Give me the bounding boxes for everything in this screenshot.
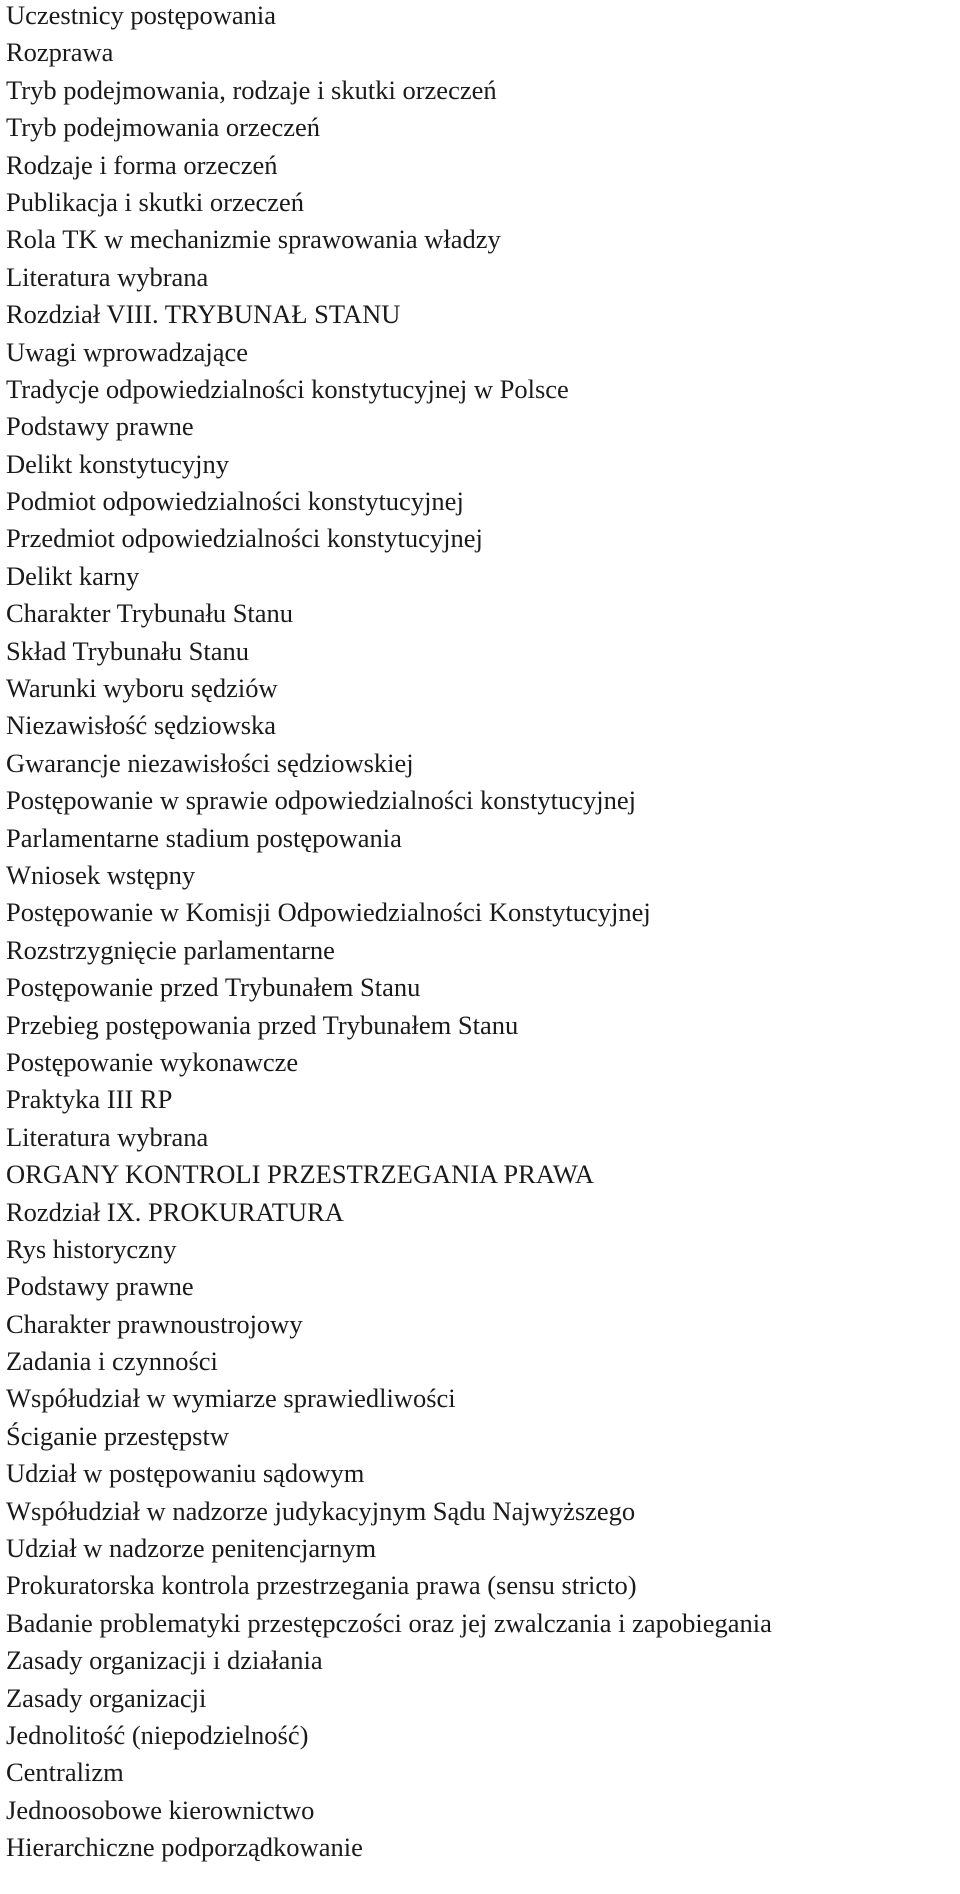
toc-entry: Rozdział IX. PROKURATURA (6, 1196, 344, 1227)
toc-entry: Rozdział VIII. TRYBUNAŁ STANU (6, 299, 401, 330)
toc-entry: ORGANY KONTROLI PRZESTRZEGANIA PRAWA (6, 1159, 594, 1190)
toc-entry: Literatura wybrana (6, 261, 209, 292)
toc-entry: Zadania i czynności (6, 1346, 218, 1377)
toc-entry: Postępowanie przed Trybunałem Stanu (6, 972, 421, 1003)
toc-entry: Współudział w nadzorze judykacyjnym Sądu Najwyższego (6, 1495, 636, 1526)
toc-entry: Publikacja i skutki orzeczeń (6, 186, 305, 217)
toc-entry: Podmiot odpowiedzialności konstytucyjnej (6, 486, 464, 517)
toc-entry: Wniosek wstępny (6, 859, 196, 890)
toc-entry: Praktyka III RP (6, 1084, 173, 1115)
toc-entry: Skład Trybunału Stanu (6, 635, 249, 666)
toc-entry: Charakter prawnoustrojowy (6, 1308, 303, 1339)
toc-entry: Niezawisłość sędziowska (6, 710, 277, 741)
toc-entry: Postępowanie wykonawcze (6, 1046, 299, 1077)
toc-entry: Delikt konstytucyjny (6, 448, 230, 479)
toc-entry: Charakter Trybunału Stanu (6, 598, 294, 629)
toc-entry: Hierarchiczne podporządkowanie (6, 1832, 363, 1863)
toc-entry: Parlamentarne stadium postępowania (6, 822, 402, 853)
toc-entry: Centralizm (6, 1757, 124, 1788)
toc-entry: Tryb podejmowania orzeczeń (6, 112, 320, 143)
table-of-contents (6, 0, 956, 1870)
toc-entry: Ściganie przestępstw (6, 1420, 229, 1451)
toc-entry: Udział w postępowaniu sądowym (6, 1458, 365, 1489)
toc-entry: Przedmiot odpowiedzialności konstytucyjnej (6, 523, 483, 554)
toc-entry: Postępowanie w sprawie odpowiedzialności konstytucyjnej (6, 785, 636, 816)
toc-entry: Delikt karny (6, 560, 140, 591)
toc-entry: Rodzaje i forma orzeczeń (6, 149, 278, 180)
toc-entry: Udział w nadzorze penitencjarnym (6, 1533, 377, 1564)
toc-entry: Warunki wyboru sędziów (6, 673, 278, 704)
toc-entry: Tradycje odpowiedzialności konstytucyjnej w Polsce (6, 373, 569, 404)
toc-entry: Współudział w wymiarze sprawiedliwości (6, 1383, 456, 1414)
toc-entry: Uwagi wprowadzające (6, 336, 249, 367)
toc-entry: Rozstrzygnięcie parlamentarne (6, 934, 335, 965)
toc-entry: Badanie problematyki przestępczości oraz jej zwalczania i zapobiegania (6, 1607, 772, 1638)
toc-entry: Rola TK w mechanizmie sprawowania władzy (6, 224, 501, 255)
toc-entry: Podstawy prawne (6, 1271, 194, 1302)
toc-entry: Podstawy prawne (6, 411, 194, 442)
toc-entry: Tryb podejmowania, rodzaje i skutki orzeczeń (6, 74, 497, 105)
toc-entry: Jednoosobowe kierownictwo (6, 1794, 315, 1825)
toc-entry: Rys historyczny (6, 1233, 177, 1264)
toc-entry: Jednolitość (niepodzielność) (6, 1719, 309, 1750)
toc-entry: Przebieg postępowania przed Trybunałem Stanu (6, 1009, 519, 1040)
toc-entry: Postępowanie w Komisji Odpowiedzialności Konstytucyjnej (6, 897, 651, 928)
toc-entry: Literatura wybrana (6, 1121, 209, 1152)
toc-entry: Prokuratorska kontrola przestrzegania prawa (sensu stricto) (6, 1570, 637, 1601)
toc-entry: Gwarancje niezawisłości sędziowskiej (6, 747, 414, 778)
toc-entry: Uczestnicy postępowania (6, 0, 277, 30)
toc-entry: Zasady organizacji i działania (6, 1645, 323, 1676)
toc-entry: Zasady organizacji (6, 1682, 207, 1713)
toc-entry: Rozprawa (6, 37, 114, 68)
